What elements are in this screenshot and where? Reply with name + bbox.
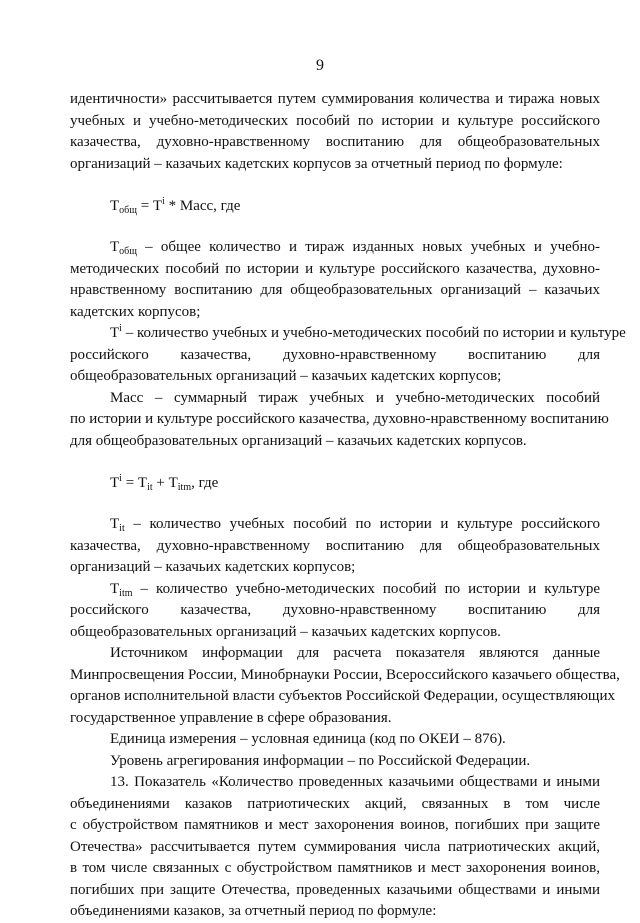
text-line: российского казачества, духовно-нравственному воспитанию для	[70, 602, 600, 618]
text-line: по истории и культуре российского казачества, духовно-нравственному воспитанию	[70, 411, 609, 427]
paragraph-aggregation: Уровень агрегирования информации – по Российской Федерации.	[110, 752, 531, 769]
text-line: общеобразовательных организаций – казачьих кадетских корпусов.	[70, 623, 501, 640]
definition-t-i	[70, 323, 626, 388]
text-line: Источником информации для расчета показателя являются данные	[110, 645, 600, 661]
text-line: методических пособий по истории и культуре российского казачества, духовно-	[70, 260, 600, 277]
text-line: Масс – суммарный тираж учебных и учебно-методических пособий	[110, 389, 600, 406]
text-line: российского казачества, духовно-нравственному воспитанию для	[70, 346, 600, 363]
text-line: для общеобразовательных организаций – казачьих кадетских корпусов.	[70, 432, 527, 449]
text-line: $Т_{it}$ – количество учебных пособий по истории и культуре российского	[110, 516, 600, 534]
text-line: казачества, духовно-нравственному воспитанию для общеобразовательных	[70, 134, 600, 150]
paragraph-intro	[70, 89, 600, 175]
text-line: погибших при защите Отечества, проведенных казачьими обществами и иными	[70, 881, 600, 898]
text-line: Минпросвещения России, Минобрнауки России, Всероссийского казачьего общества,	[70, 666, 620, 683]
text-line: с обустройством памятников и мест захоронения воинов, погибших при защите	[70, 817, 600, 833]
paragraph-item-13	[70, 772, 600, 923]
text-line: общеобразовательных организаций – казачьих кадетских корпусов;	[70, 368, 502, 384]
paragraph-unit: Единица измерения – условная единица (код по ОКЕИ – 876).	[110, 731, 506, 747]
text-line: идентичности» рассчитывается путем суммирования количества и тиража новых	[70, 91, 600, 107]
text-line: объединениями казаков патриотических акций, связанных в том числе	[70, 795, 600, 812]
text-line: учебных и учебно-методических пособий по истории и культуре российского	[70, 112, 600, 129]
text-line: 13. Показатель «Количество проведенных казачьими обществами и иными	[110, 774, 600, 790]
text-line: $Т_{общ}$ – общее количество и тираж изданных новых учебных и учебно-	[110, 239, 600, 257]
text-line: $Т_{itm}$ – количество учебно-методических пособий по истории и культуре	[110, 580, 600, 599]
definition-t-total	[70, 237, 600, 323]
text-line: органов исполнительной власти субъектов Российской Федерации, осуществляющих	[70, 688, 615, 704]
text-line: организаций – казачьих кадетских корпусов за отчетный период по формуле:	[70, 155, 563, 172]
definition-t-itm	[70, 579, 600, 644]
definition-t-it	[70, 514, 600, 579]
document-body	[70, 89, 626, 923]
text-line: организаций – казачьих кадетских корпусов;	[70, 559, 356, 575]
text-line: кадетских корпусов;	[70, 303, 201, 320]
text-line: государственное управление в сфере образования.	[70, 709, 392, 726]
definition-mass	[70, 388, 609, 453]
text-line: казачества, духовно-нравственному воспитанию для общеобразовательных	[70, 537, 600, 554]
text-line: в том числе связанных с обустройством памятников и мест захоронения воинов,	[70, 860, 600, 876]
text-line: объединениями казаков, за отчетный период по формуле:	[70, 903, 437, 919]
text-line: нравственному воспитанию для общеобразовательных организаций – казачьих	[70, 282, 600, 298]
paragraph-sources	[70, 643, 620, 729]
formula-ti: $Т^i = Т_{it} + Т_{itm}$, где	[110, 473, 219, 493]
text-line: $Т^i$ – количество учебных и учебно-методических пособий по истории и культуре	[110, 323, 626, 341]
page-number: 9	[316, 57, 324, 74]
text-line: Отечества» рассчитывается путем суммирования числа патриотических акций,	[70, 838, 600, 855]
formula-total: $Т_{общ} = Т^i$ * Масс, где	[110, 196, 241, 216]
